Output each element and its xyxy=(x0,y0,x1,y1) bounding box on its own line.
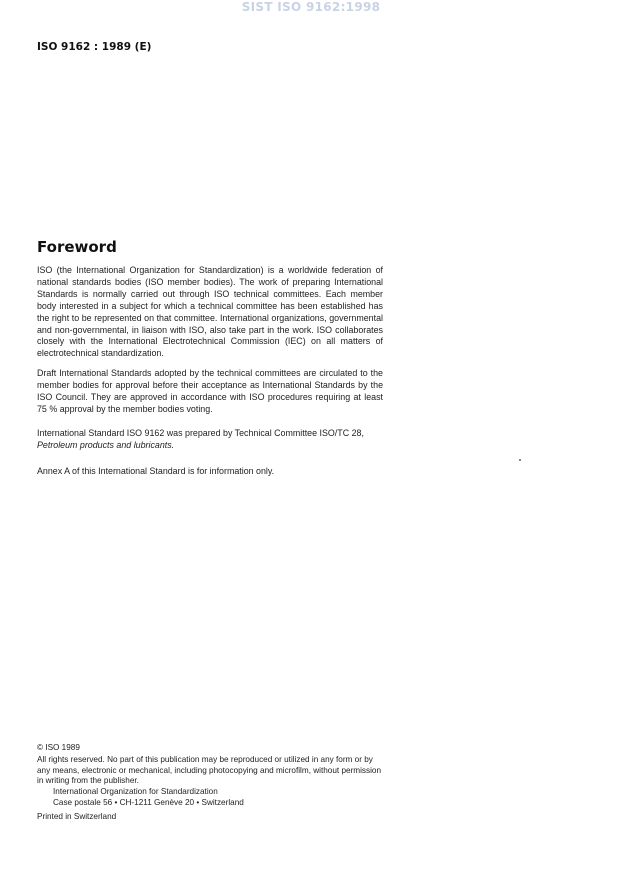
page-title: Foreword xyxy=(37,238,117,256)
rights-statement: All rights reserved. No part of this publication may be reproduced or utilized in any form or by any means, electronic or mechanical, including photocopying and microfilm, without permission in writing from the publisher. xyxy=(37,754,382,786)
document-id: ISO 9162 : 1989 (E) xyxy=(37,41,152,53)
paragraph-3-text: International Standard ISO 9162 was prepared by Technical Committee ISO/TC 28, xyxy=(37,428,364,438)
organization-address: Case postale 56 • CH-1211 Genève 20 • Switzerland xyxy=(53,797,244,807)
printed-in: Printed in Switzerland xyxy=(37,811,117,821)
foreword-paragraph-1: ISO (the International Organization for Standardization) is a worldwide federation of national standards bodies (ISO member bodies). The work of preparing International Standards is normally carried out through ISO technical committees. Each member body interested in a subject for which a technical committee has been established has the right to be represented on that committee. International organizations, governmental and non-governmental, in liaison with ISO, also take part in the work. ISO collaborates closely with the International Electrotechnical Commission (IEC) on all matters of electrotechnical standardization. xyxy=(37,265,383,359)
committee-title: Petroleum products and lubricants. xyxy=(37,439,175,450)
copyright-footer xyxy=(37,743,387,823)
foreword-paragraph-2: Draft International Standards adopted by the technical committees are circulated to the member bodies for approval before their acceptance as International Standards by the ISO Council. They are approved in accordance with ISO procedures requiring at least 75 % approval by the member bodies voting. xyxy=(37,368,383,414)
stray-mark xyxy=(519,459,521,461)
organization-name: International Organization for Standardization xyxy=(53,787,218,797)
copyright-notice: © ISO 1989 xyxy=(37,743,80,752)
watermark: SIST ISO 9162:1998 xyxy=(241,0,381,14)
foreword-paragraph-3 xyxy=(37,428,383,452)
foreword-paragraph-4: Annex A of this International Standard is for information only. xyxy=(37,466,275,476)
